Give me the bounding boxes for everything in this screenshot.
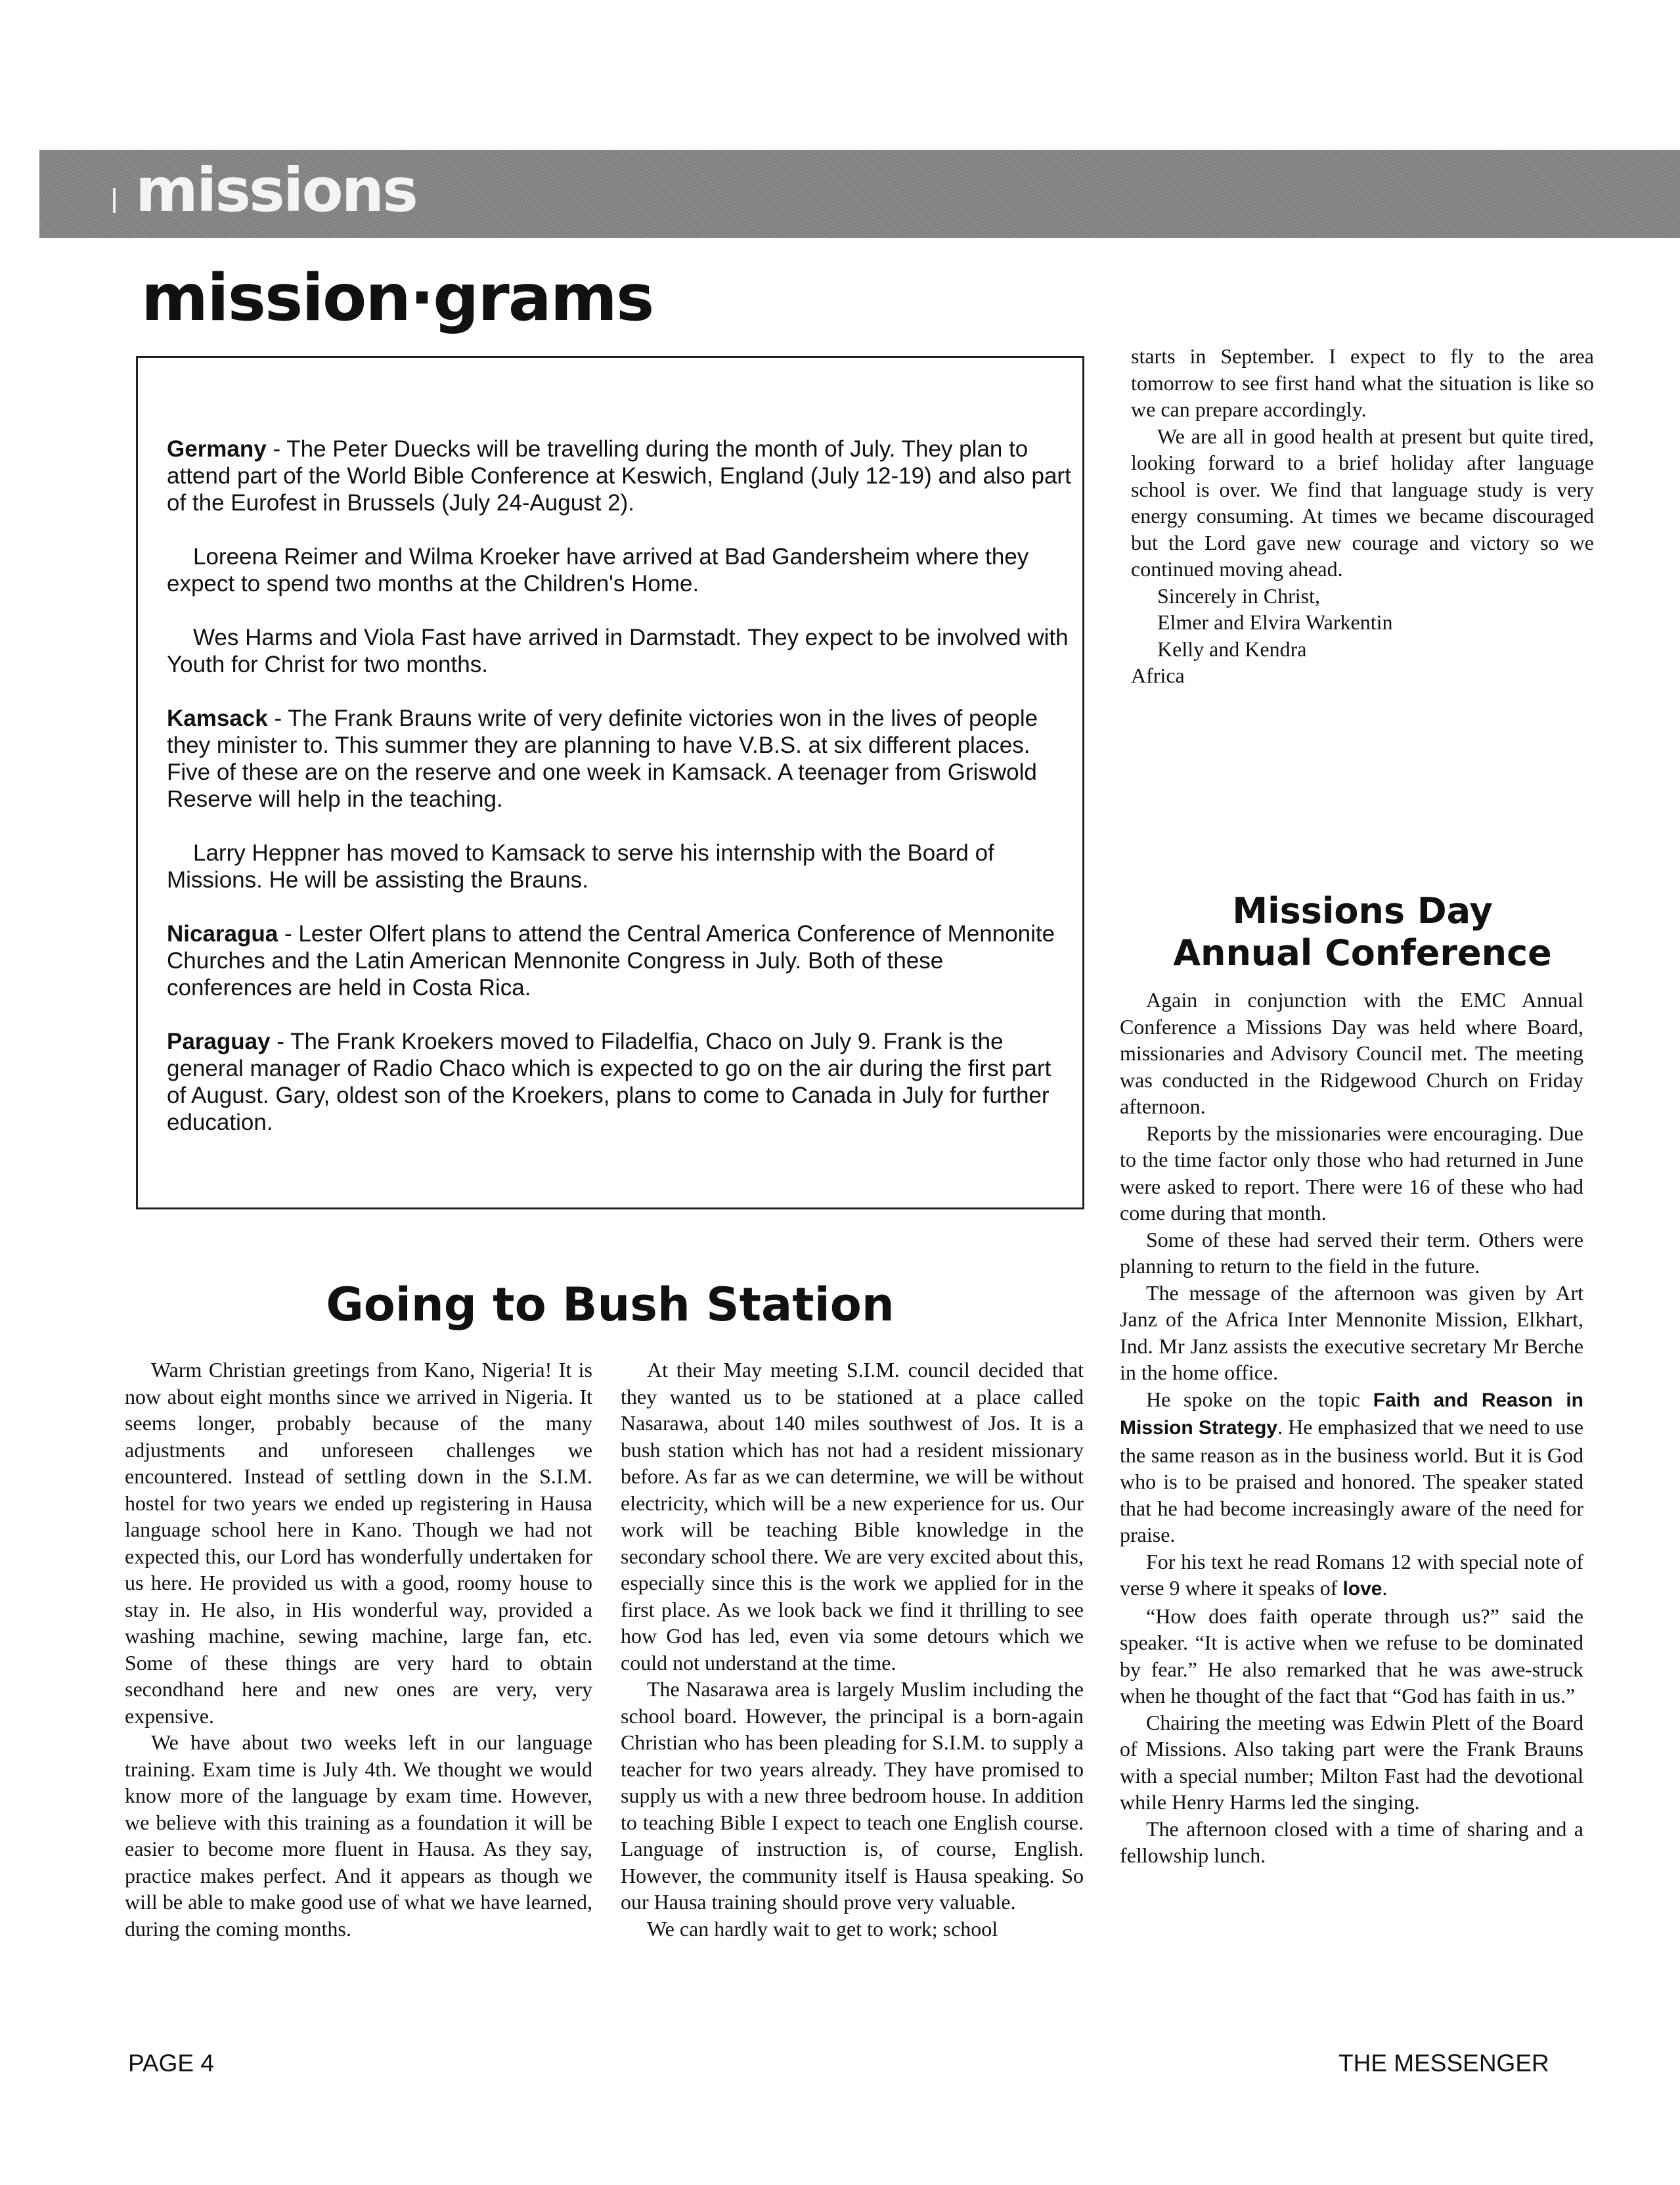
paragraph: Again in conjunction with the EMC Annual Conference a Missions Day was held where Board, missionaries and Advisory Council met. The meeting was conducted in the Ridgewood Church on Friday afternoon. xyxy=(1120,988,1583,1118)
text-run: For his text he read Romans 12 with special note of verse 9 where it speaks of xyxy=(1120,1549,1583,1600)
love-emphasis: love xyxy=(1342,1578,1382,1600)
paragraph: “How does faith operate through us?” said the speaker. “It is active when we refuse to be dominated by fear.” He also remarked that he was awe-struck when he thought of the fact that “God has faith in us.” xyxy=(1120,1604,1583,1707)
paragraph: At their May meeting S.I.M. council decided that they wanted us to be stationed at a place called Nasarawa, about 140 miles southwest of Jos. It is a bush station which has not had a resident missionary before. As far as we can determine, we will be without electricity, which will be a new experience for us. Our work will be teaching Bible knowledge in the secondary school there. We are very excited about this, especially since this is the work we applied for in the first place. As we look back we find it thrilling to see how God has led, even via some detours which we could not understand at the time. xyxy=(621,1358,1084,1675)
missiongram-germany xyxy=(167,436,1073,516)
paragraph xyxy=(1120,1548,1583,1603)
missiongram-germany-2 xyxy=(167,543,1073,597)
text-run: . He emphasized that we need to use the same reason as in the business world. But it is God who is to be praised and honored. The speaker stated that he had become increasingly aware of the need for praise. xyxy=(1120,1415,1584,1546)
missiongram-text: - The Frank Brauns write of very definite victories won in the lives of people they minister to. This summer they are planning to have V.B.S. at six different places. Five of these are on the reserve and one week in Kamsack. A teenager from Griswold Reserve will help in the teaching. xyxy=(167,706,1038,812)
missiongram-place: Paraguay xyxy=(167,1029,271,1054)
paragraph: starts in September. I expect to fly to the area tomorrow to see first hand what the situation is like so we can prepare accordingly. xyxy=(1131,344,1594,421)
missiongrams-box xyxy=(136,356,1084,1209)
paragraph: We are all in good health at present but quite tired, looking forward to a brief holiday after language school is over. We find that language study is very energy consuming. At times we became discouraged but the Lord gave new courage and victory so we continued moving ahead. xyxy=(1131,424,1594,581)
topic-emphasis: Faith and Reason in Mission Strategy xyxy=(1120,1389,1583,1439)
missiongram-germany-3 xyxy=(167,624,1073,678)
section-banner-label: missions xyxy=(135,155,416,225)
page-number: PAGE 4 xyxy=(128,2050,214,2077)
heading-line: Annual Conference xyxy=(1173,932,1552,974)
missiongram-text: - The Peter Duecks will be travelling during the month of July. They plan to attend part of the World Bible Conference at Keswich, England (July 12-19) and also part of the Eurofest in Brussels (July 24-August 2). xyxy=(167,436,1071,516)
missiongram-kamsack xyxy=(167,705,1073,813)
signoff-line: Elmer and Elvira Warkentin xyxy=(1157,610,1393,634)
missiongram-text: Loreena Reimer and Wilma Kroeker have arrived at Bad Gandersheim where they expect to spend two months at the Children's Home. xyxy=(167,544,1029,597)
publication-name: THE MESSENGER xyxy=(1338,2050,1549,2077)
paragraph: Warm Christian greetings from Kano, Nigeria! It is now about eight months since we arrived in Nigeria. It seems longer, probably because of the many adjustments and unforeseen challenges we encountered. Instead of settling down in the S.I.M. hostel for two years we ended up registering in Hausa language school here in Kano. Though we had not expected this, our Lord has wonderfully undertaken for us here. He provided us with a good, roomy house to stay in. He also, in His wonderful way, provided a washing machine, sewing machine, large fan, etc. Some of these things are very hard to obtain secondhand here and new ones are very, very expensive. xyxy=(125,1358,592,1728)
text-run: He spoke on the topic xyxy=(1146,1387,1373,1411)
missiongram-paraguay xyxy=(167,1028,1073,1136)
paragraph xyxy=(1120,1386,1583,1548)
page-title: mission·grams xyxy=(141,261,653,336)
signoff-line: Kelly and Kendra xyxy=(1157,637,1307,661)
banner-marker xyxy=(113,188,116,213)
bush-column-2 xyxy=(621,1357,1084,1942)
paragraph: We can hardly wait to get to work; school xyxy=(647,1916,998,1941)
missiongram-place: Kamsack xyxy=(167,706,268,731)
missiongram-text: Larry Heppner has moved to Kamsack to serve his internship with the Board of Missions. He will be assisting the Brauns. xyxy=(167,840,994,893)
paragraph: Some of these had served their term. Others were planning to return to the field in the future. xyxy=(1120,1227,1583,1278)
heading-line: Missions Day xyxy=(1232,890,1493,932)
bush-column-1 xyxy=(125,1357,592,1942)
missiongram-text: - The Frank Kroekers moved to Filadelfia, Chaco on July 9. Frank is the general manager of Radio Chaco which is expected to go on the air during the first part of August. Gary, oldest son of the Kroekers, plans to come to Canada in July for further education. xyxy=(167,1029,1051,1135)
missiongram-nicaragua xyxy=(167,920,1073,1001)
missiongram-text: Wes Harms and Viola Fast have arrived in Darmstadt. They expect to be involved with Youth for Christ for two months. xyxy=(167,625,1069,677)
missiongram-kamsack-2 xyxy=(167,840,1073,893)
missiongram-place: Nicaragua xyxy=(167,921,278,947)
paragraph: Reports by the missionaries were encouraging. Due to the time factor only those who had returned in June were asked to report. There were 16 of these who had come during that month. xyxy=(1120,1121,1583,1225)
missiongram-text: - Lester Olfert plans to attend the Central America Conference of Mennonite Churches and the Latin American Mennonite Congress in July. Both of these conferences are held in Costa Rica. xyxy=(167,921,1055,1001)
paragraph: The Nasarawa area is largely Muslim including the school board. However, the principal is a born-again Christian who has been pleading for S.I.M. to supply a teacher for two years already. They have promised to supply us with a new three bedroom house. In addition to teaching Bible I expect to teach one English course. Language of instruction is, of course, English. However, the community itself is Hausa speaking. So our Hausa training should prove very valuable. xyxy=(621,1677,1084,1914)
paragraph: The afternoon closed with a time of sharing and a fellowship lunch. xyxy=(1120,1816,1583,1867)
text-run: . xyxy=(1382,1576,1388,1600)
signoff-region: Africa xyxy=(1131,664,1185,687)
bush-column-3 xyxy=(1131,343,1594,689)
article-heading-missions-day xyxy=(1131,890,1594,974)
signoff-line: Sincerely in Christ, xyxy=(1157,583,1320,608)
conference-column xyxy=(1120,987,1583,1869)
missiongram-place: Germany xyxy=(167,436,267,462)
article-heading-bush-station: Going to Bush Station xyxy=(326,1278,895,1332)
paragraph: We have about two weeks left in our language training. Exam time is July 4th. We thought we would know more of the language by exam time. However, we believe with this training as a foundation it will be easier to become more fluent in Hausa. As they say, practice makes perfect. And it appears as though we will be able to make good use of what we have learned, during the coming months. xyxy=(125,1730,592,1941)
paragraph: Chairing the meeting was Edwin Plett of the Board of Missions. Also taking part were the Frank Brauns with a special number; Milton Fast had the devotional while Henry Harms led the singing. xyxy=(1120,1710,1583,1814)
section-banner xyxy=(39,150,1680,238)
paragraph: The message of the afternoon was given by Art Janz of the Africa Inter Mennonite Mission, Elkhart, Ind. Mr Janz assists the executive secretary Mr Berche in the home office. xyxy=(1120,1280,1583,1384)
